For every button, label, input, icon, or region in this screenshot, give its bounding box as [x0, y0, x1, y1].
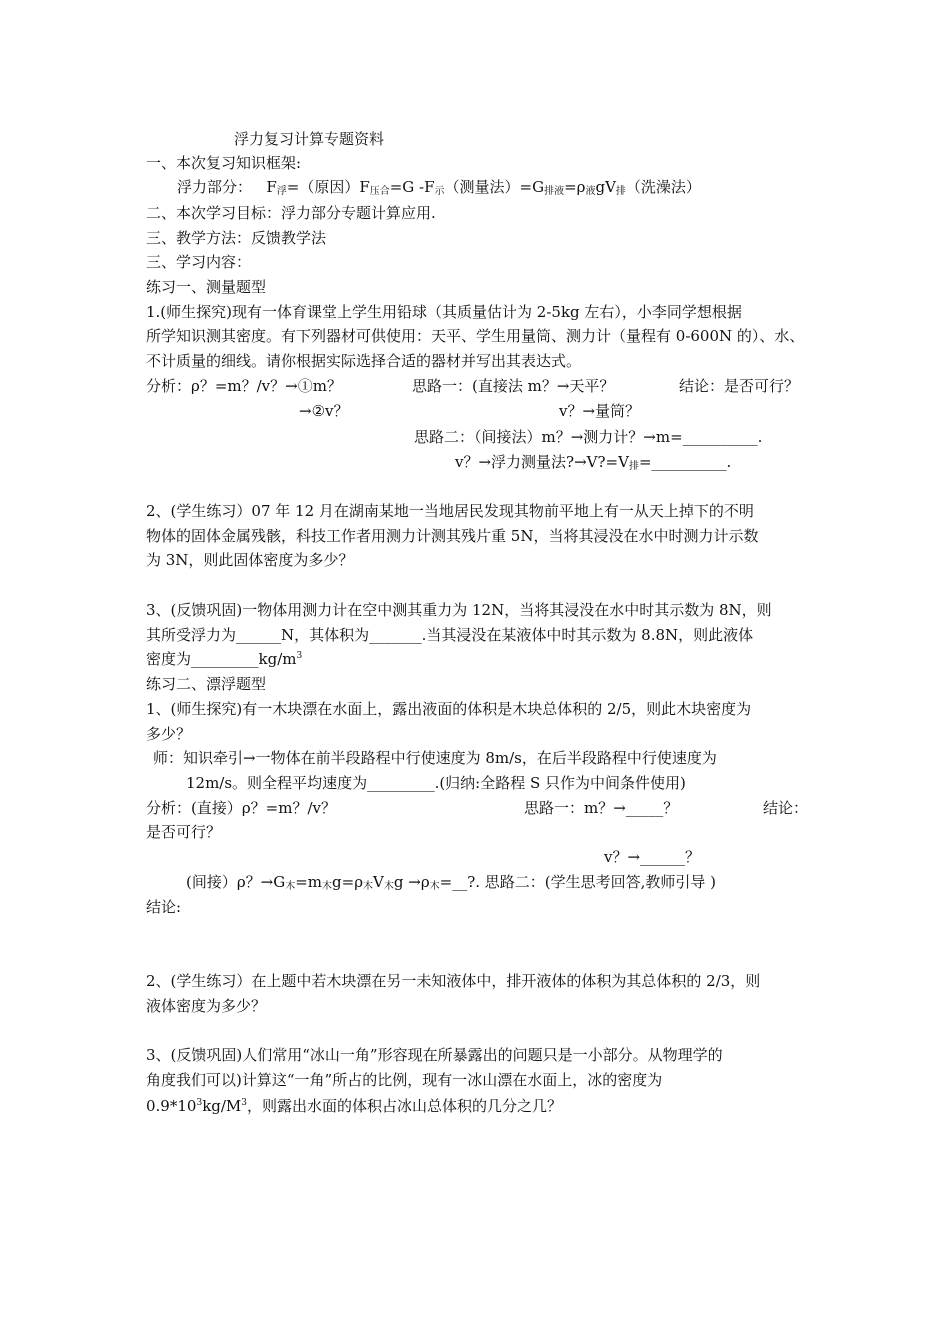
ex2-teacher-line1: 师：知识牵引→一物体在前半段路程中行使速度为 8m/s，在后半段路程中行使速度为: [153, 749, 717, 767]
ex2-idea-one-v: v？→______？: [604, 848, 701, 866]
ex2-feasible: 是否可行？: [146, 823, 222, 841]
ex1-idea-one: 思路一：(直接法 m？→天平？: [412, 377, 615, 395]
ex1-idea-two-v: v？→浮力测量法?→V?=V排=__________.: [455, 453, 732, 472]
ex1-conclusion: 结论：是否可行？: [679, 377, 800, 395]
ex1-analysis: 分析：ρ？=m？/v？→①m？: [146, 377, 342, 395]
buoyancy-formula: 浮力部分： F浮=（原因）F压合=G -F示（测量法）=G排液=ρ液gV排（洗澡法）: [177, 178, 701, 197]
ex1-q2-line1: 2、(学生练习）07 年 12 月在湖南某地一当地居民发现其物前平地上有一从天上掉下的不明: [146, 502, 754, 520]
ex1-idea-one-v: v？→量筒？: [559, 402, 641, 420]
ex2-q3-line2: 角度我们可以)计算这“一角”所占的比例，现有一冰山漂在水面上，冰的密度为: [146, 1071, 663, 1089]
exercise-2-heading: 练习二、漂浮题型: [146, 675, 267, 693]
ex2-conclusion: 结论：: [763, 799, 809, 817]
ex2-q1-line1: 1、(师生探究)有一木块漂在水面上，露出液面的体积是木块总体积的 2/5，则此木块密度为: [146, 700, 752, 718]
ex2-q3-line3: $0.9*10^3kg/M^3$，则露出水面的体积占冰山总体积的几分之几？: [146, 1097, 563, 1115]
ex1-q3-line3: 密度为$\_\_\_\_\_\_\_\_\_kg/m^3$: [146, 650, 303, 668]
ex2-q2-line2: 液体密度为多少？: [146, 997, 267, 1015]
ex1-q1-line1: 1.(师生探究)现有一体育课堂上学生用铅球（其质量估计为 2-5kg 左右），小李同学想根据: [146, 303, 742, 321]
ex2-indirect: (间接）ρ？→G木=m木g=ρ木V木g →ρ木=__?. 思路二：(学生思考回答,教师引导 ): [186, 873, 717, 892]
ex1-idea-two: 思路二：（间接法）m？→测力计？→m=__________.: [414, 428, 763, 446]
ex1-q3-line1: 3、(反馈巩固)一物体用测力计在空中测其重力为 12N，当将其浸没在水中时其示数为 8N，则: [146, 601, 772, 619]
section-content: 三、学习内容：: [146, 253, 252, 271]
ex2-idea-one: 思路一：m？→_____？: [524, 799, 679, 817]
ex1-q2-line3: 为 3N，则此固体密度为多少？: [146, 551, 354, 569]
ex2-q3-line1: 3、(反馈巩固)人们常用“冰山一角”形容现在所暴露出的问题只是一小部分。从物理学的: [146, 1046, 723, 1064]
ex2-conclusion-2: 结论:: [146, 898, 182, 916]
section-framework: 一、本次复习知识框架:: [146, 154, 302, 172]
section-goal: 二、本次学习目标：浮力部分专题计算应用.: [146, 204, 436, 222]
ex2-q2-line1: 2、(学生练习）在上题中若木块漂在另一未知液体中，排开液体的体积为其总体积的 2/3，则: [146, 972, 761, 990]
ex1-q1-line3: 不计质量的细线。请你根据实际选择合适的器材并写出其表达式。: [146, 352, 582, 370]
ex1-q1-line2: 所学知识测其密度。有下列器材可供使用：天平、学生用量筒、测力计（量程有 0-600N 的）、水、: [146, 327, 805, 345]
ex2-analysis: 分析：(直接）ρ？=m？/v？: [146, 799, 336, 817]
ex2-q1-line2: 多少？: [146, 725, 192, 743]
ex2-teacher-line2: 12m/s。则全程平均速度为_________.(归纳:全路程 S 只作为中间条件使用): [186, 774, 686, 792]
document-title: 浮力复习计算专题资料: [234, 130, 385, 148]
ex1-q2-line2: 物体的固体金属残骸，科技工作者用测力计测其残片重 5N，当将其浸没在水中时测力计示数: [146, 527, 759, 545]
ex1-analysis-v: →②v？: [299, 402, 349, 420]
section-method: 三、教学方法：反馈教学法: [146, 229, 327, 247]
exercise-1-heading: 练习一、测量题型: [146, 278, 267, 296]
ex1-q3-line2: 其所受浮力为______N，其体积为_______.当其浸没在某液体中时其示数为 8.8N，则此液体: [146, 626, 754, 644]
